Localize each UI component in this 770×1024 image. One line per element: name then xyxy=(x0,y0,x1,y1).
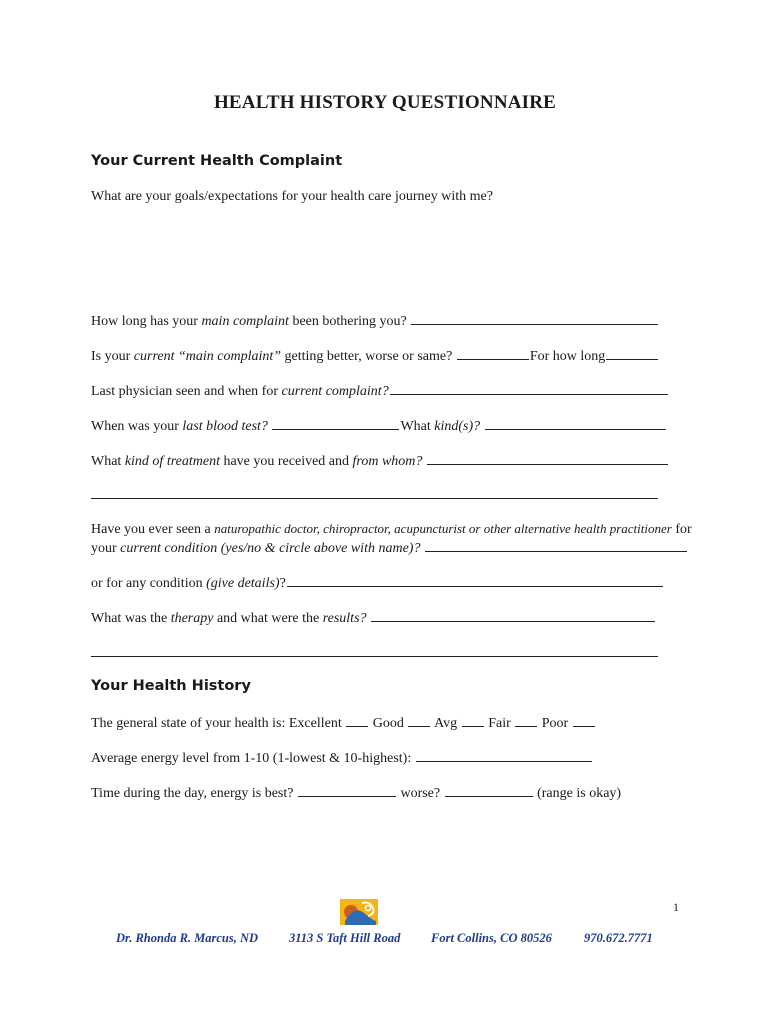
section-health-history: Your Health History xyxy=(91,678,251,694)
answer-energy-field[interactable] xyxy=(416,748,592,762)
answer-energy-worse-field[interactable] xyxy=(445,783,533,797)
question-how-long: How long has your main complaint been bothering you? xyxy=(91,311,659,331)
page-number: 1 xyxy=(673,900,679,914)
answer-treatment-line-2[interactable] xyxy=(91,498,658,499)
footer-city: Fort Collins, CO 80526 xyxy=(431,931,552,945)
answer-fair-field[interactable] xyxy=(515,713,537,727)
question-better-worse: Is your current “main complaint” getting better, worse or same? For how long xyxy=(91,346,659,366)
answer-therapy-field[interactable] xyxy=(371,608,655,622)
answer-blood-test-field[interactable] xyxy=(272,416,399,430)
answer-energy-best-field[interactable] xyxy=(298,783,396,797)
clinic-logo-icon xyxy=(340,899,378,925)
question-blood-test: When was your last blood test? What kind(s)? xyxy=(91,416,667,436)
question-general-state: The general state of your health is: Excellent Good Avg Fair Poor xyxy=(91,713,596,733)
answer-avg-field[interactable] xyxy=(462,713,484,727)
answer-alt-practitioner-field[interactable] xyxy=(425,538,687,552)
answer-therapy-line-2[interactable] xyxy=(91,656,658,657)
footer-phone: 970.672.7771 xyxy=(584,931,653,945)
question-goals: What are your goals/expectations for your health care journey with me? xyxy=(91,189,493,204)
answer-physician-field[interactable] xyxy=(390,381,668,395)
page-title: HEALTH HISTORY QUESTIONNAIRE xyxy=(213,92,557,113)
answer-treatment-field[interactable] xyxy=(427,451,668,465)
footer-address: 3113 S Taft Hill Road xyxy=(289,931,401,945)
answer-excellent-field[interactable] xyxy=(346,713,368,727)
question-energy-level: Average energy level from 1-10 (1-lowest & 10-highest): xyxy=(91,748,593,768)
section-current-complaint: Your Current Health Complaint xyxy=(91,153,343,169)
answer-poor-field[interactable] xyxy=(573,713,595,727)
footer-doctor-name: Dr. Rhonda R. Marcus, ND xyxy=(116,931,259,945)
answer-any-condition-field[interactable] xyxy=(287,573,663,587)
question-last-physician: Last physician seen and when for current complaint? xyxy=(91,381,669,401)
question-therapy: What was the therapy and what were the results? xyxy=(91,608,656,628)
question-treatment: What kind of treatment have you received and from whom? xyxy=(91,451,669,471)
answer-better-worse-field[interactable] xyxy=(457,346,529,360)
question-energy-time: Time during the day, energy is best? worse? (range is okay) xyxy=(91,783,621,803)
question-any-condition: or for any condition (give details)? xyxy=(91,573,664,593)
question-alt-practitioner: Have you ever seen a naturopathic doctor, chiropractor, acupuncturist or other alternative health practitioner for xyxy=(91,521,692,537)
answer-for-how-long-field[interactable] xyxy=(606,346,658,360)
answer-how-long-field[interactable] xyxy=(411,311,658,325)
answer-good-field[interactable] xyxy=(408,713,430,727)
answer-blood-kinds-field[interactable] xyxy=(485,416,666,430)
question-alt-practitioner-line-2: your current condition (yes/no & circle above with name)? xyxy=(91,538,688,558)
